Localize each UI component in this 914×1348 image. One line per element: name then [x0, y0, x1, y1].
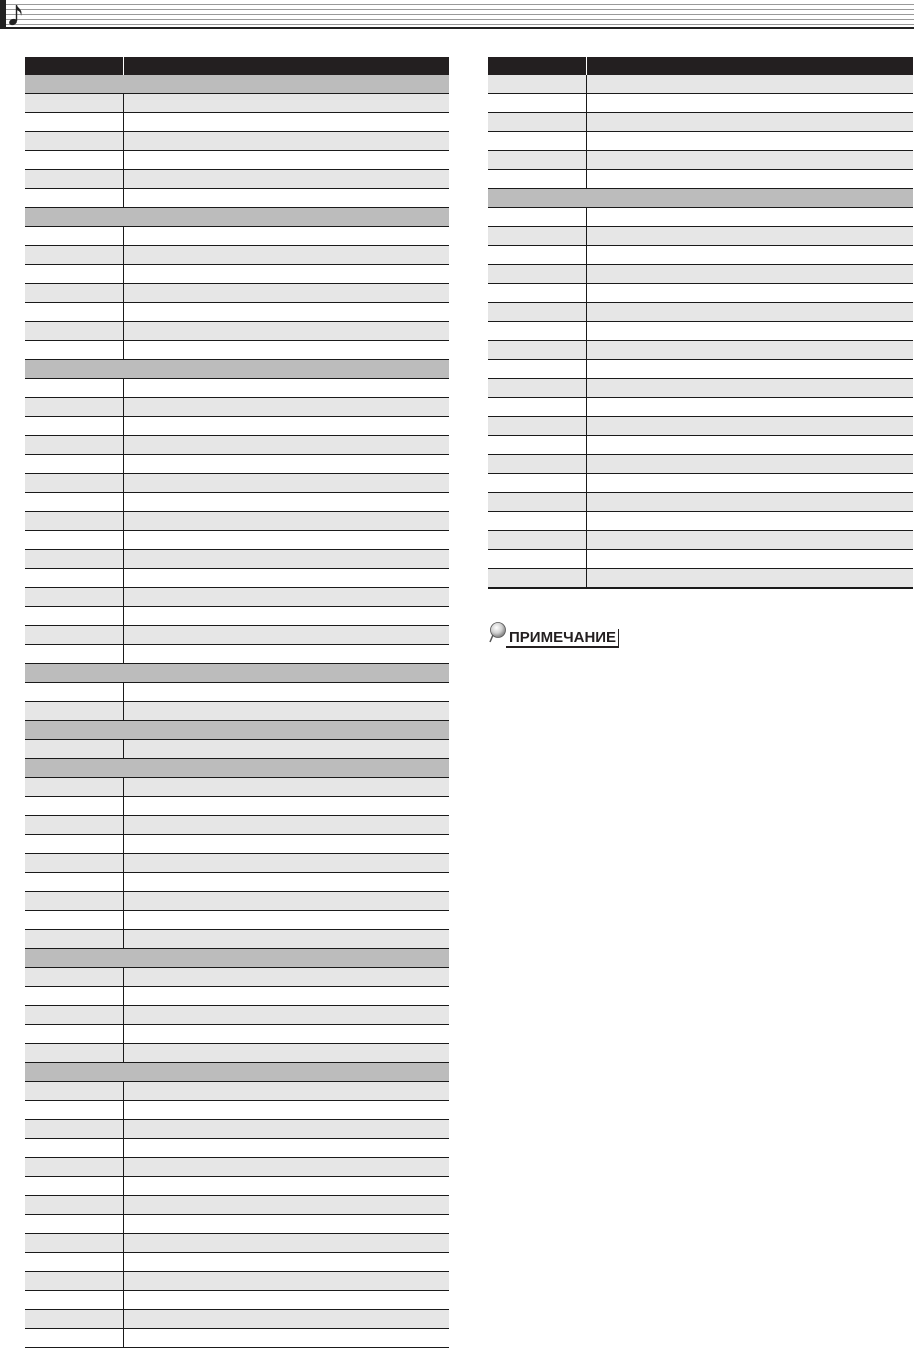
table-row — [25, 892, 449, 911]
table-header-row — [488, 57, 913, 75]
table-row — [488, 531, 913, 550]
table-row — [25, 417, 449, 436]
table-row — [25, 569, 449, 588]
table-row — [488, 265, 913, 284]
table-row — [488, 436, 913, 455]
table-row — [25, 816, 449, 835]
table-row — [25, 1006, 449, 1025]
table-row — [25, 322, 449, 341]
table-row — [25, 341, 449, 360]
table-row — [25, 683, 449, 702]
group-header-row — [25, 949, 449, 968]
table-row — [25, 189, 449, 208]
staff-barline — [0, 0, 6, 29]
table-row — [25, 265, 449, 284]
table-row — [25, 1215, 449, 1234]
table-row — [488, 474, 913, 493]
table-row — [25, 1139, 449, 1158]
table-row — [25, 1253, 449, 1272]
table-row — [25, 911, 449, 930]
table-row — [25, 1101, 449, 1120]
music-note-icon — [8, 3, 24, 27]
table-row — [25, 493, 449, 512]
table-row — [25, 778, 449, 797]
table-row — [488, 493, 913, 512]
table-row — [488, 303, 913, 322]
note-label: ПРИМЕЧАНИЕ — [506, 629, 619, 648]
table-row — [25, 303, 449, 322]
table-row — [488, 455, 913, 474]
table-row — [25, 151, 449, 170]
table-row — [488, 398, 913, 417]
group-header-row — [25, 1063, 449, 1082]
table-row — [25, 854, 449, 873]
table-row — [25, 607, 449, 626]
table-row — [25, 531, 449, 550]
table-row — [25, 474, 449, 493]
table-row — [25, 132, 449, 151]
table-row — [488, 569, 913, 589]
group-header-row — [25, 664, 449, 683]
table-row — [25, 455, 449, 474]
table-row — [488, 284, 913, 303]
table-row — [25, 702, 449, 721]
group-header-row — [25, 208, 449, 227]
table-row — [488, 360, 913, 379]
group-header-row — [25, 360, 449, 379]
table-row — [488, 379, 913, 398]
table-row — [25, 873, 449, 892]
group-header-row — [25, 75, 449, 94]
right-table — [488, 57, 913, 589]
table-row — [25, 436, 449, 455]
table-row — [25, 1329, 449, 1348]
table-row — [488, 512, 913, 531]
group-header-row — [25, 721, 449, 740]
table-row — [488, 132, 913, 151]
table-row — [488, 113, 913, 132]
table-row — [25, 1196, 449, 1215]
table-row — [25, 1291, 449, 1310]
table-row — [25, 1082, 449, 1101]
table-row — [488, 417, 913, 436]
table-row — [25, 398, 449, 417]
table-row — [25, 170, 449, 189]
table-row — [25, 1158, 449, 1177]
group-header-row — [488, 189, 913, 208]
left-table — [25, 57, 449, 1348]
table-row — [25, 1272, 449, 1291]
table-row — [25, 626, 449, 645]
table-row — [488, 75, 913, 94]
table-row — [25, 94, 449, 113]
table-row — [25, 284, 449, 303]
table-row — [488, 246, 913, 265]
table-row — [25, 645, 449, 664]
table-row — [25, 835, 449, 854]
table-header-row — [25, 57, 449, 75]
table-row — [25, 1044, 449, 1063]
table-row — [25, 1120, 449, 1139]
table-row — [25, 1025, 449, 1044]
table-row — [25, 227, 449, 246]
table-row — [488, 227, 913, 246]
table-row — [25, 1310, 449, 1329]
table-row — [25, 1234, 449, 1253]
table-row — [25, 550, 449, 569]
table-row — [25, 930, 449, 949]
table-row — [488, 94, 913, 113]
table-row — [25, 797, 449, 816]
table-row — [488, 322, 913, 341]
table-row — [25, 1177, 449, 1196]
table-row — [488, 550, 913, 569]
table-row — [488, 170, 913, 189]
table-row — [25, 246, 449, 265]
table-row — [488, 341, 913, 360]
table-row — [25, 379, 449, 398]
table-row — [25, 968, 449, 987]
table-row — [25, 987, 449, 1006]
table-row — [488, 151, 913, 170]
table-row — [25, 588, 449, 607]
group-header-row — [25, 759, 449, 778]
table-row — [488, 208, 913, 227]
table-row — [25, 512, 449, 531]
table-row — [25, 740, 449, 759]
table-row — [25, 113, 449, 132]
page-header-staff — [0, 0, 914, 32]
